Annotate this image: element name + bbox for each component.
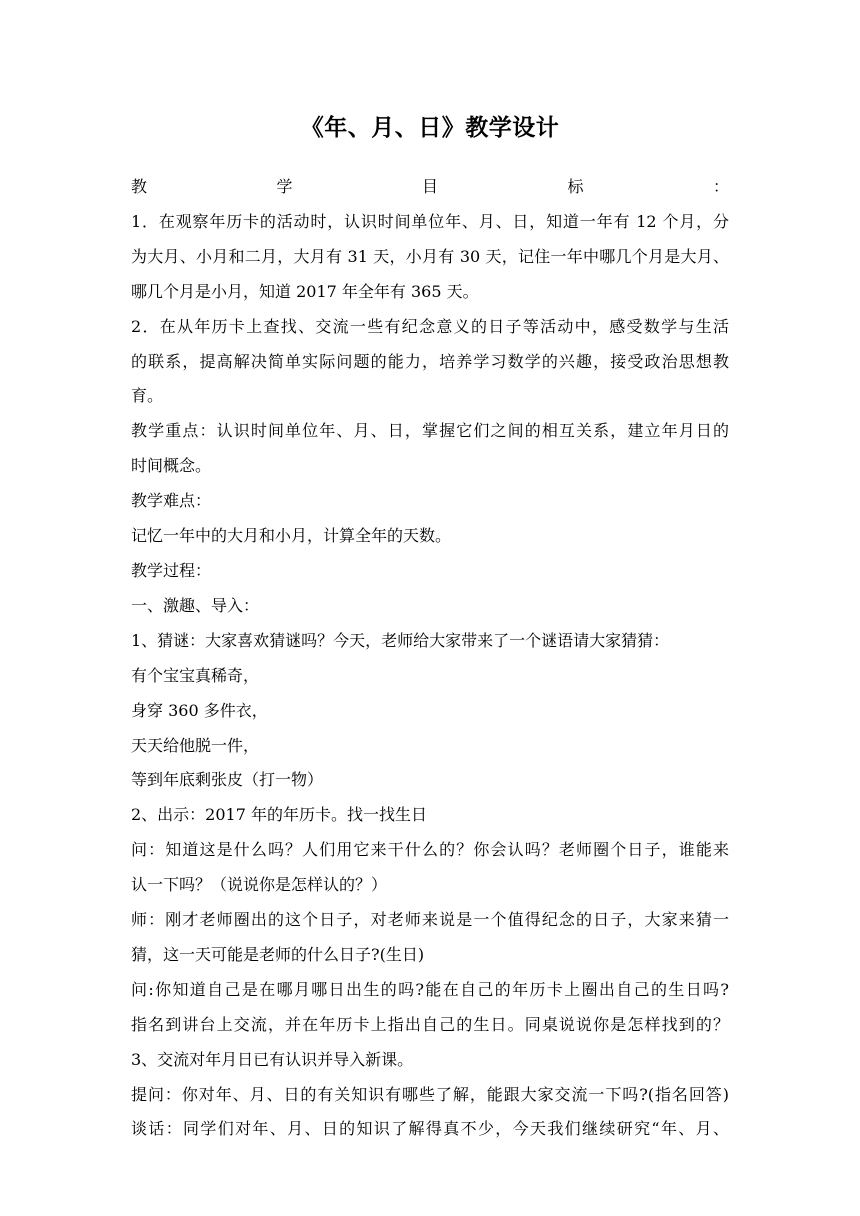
text-line: 指名到讲台上交流，并在年历卡上指出自己的生日。同桌说说你是怎样找到的？ (131, 1014, 729, 1034)
text-line: 哪几个月是小月，知道 2017 年全年有 365 天。 (131, 281, 479, 301)
text-line: 天天给他脱一件， (131, 735, 260, 755)
document-body (131, 170, 729, 1147)
text-line: 谈话：同学们对年、月、日的知识了解得真不少，今天我们继续研究“年、月、 (131, 1119, 729, 1139)
text-line: 师：刚才老师圈出的这个日子，对老师来说是一个值得纪念的日子，大家来猜一 (131, 910, 729, 930)
text-line: 记忆一年中的大月和小月，计算全年的天数。 (131, 526, 452, 546)
text-line: 猜，这一天可能是老师的什么日子?(生日) (131, 944, 425, 964)
text-line: 问：知道这是什么吗？人们用它来干什么的？你会认吗？老师圈个日子，谁能来 (131, 840, 729, 860)
text-line: 认一下吗？（说说你是怎样认的？） (131, 875, 388, 895)
text-line: 身穿 360 多件衣， (131, 700, 268, 720)
text-line: 教学过程： (131, 560, 212, 580)
text-line: 为大月、小月和二月，大月有 31 天，小月有 30 天，记住一年中哪几个月是大月、 (131, 246, 729, 266)
text-line: 问:你知道自己是在哪月哪日出生的吗?能在自己的年历卡上圈出自己的生日吗? (131, 979, 729, 999)
text-line: 1、猜谜：大家喜欢猜谜吗？今天，老师给大家带来了一个谜语请大家猜猜： (131, 630, 670, 650)
text-line: 3、交流对年月日已有认识并导入新课。 (131, 1049, 414, 1069)
text-line: 育。 (131, 386, 164, 406)
document-title: 《年、月、日》教学设计 (300, 115, 560, 141)
text-line: 2、出示：2017 年的年历卡。找一找生日 (131, 805, 427, 825)
text-line: 2．在从年历卡上查找、交流一些有纪念意义的日子等活动中，感受数学与生活 (131, 316, 729, 336)
text-line: 一、激趣、导入： (131, 595, 260, 615)
text-line: 等到年底剩张皮（打一物） (131, 770, 324, 790)
text-line: 有个宝宝真稀奇， (131, 665, 260, 685)
text-line: 教学难点： (131, 491, 212, 511)
text-line: 教学重点：认识时间单位年、月、日，掌握它们之间的相互关系，建立年月日的 (131, 421, 729, 441)
text-line: 1．在观察年历卡的活动时，认识时间单位年、月、日，知道一年有 12 个月，分 (131, 211, 729, 231)
text-line: 教学目标： (131, 177, 729, 196)
text-line: 时间概念。 (131, 456, 212, 476)
text-line: 的联系，提高解决简单实际问题的能力，培养学习数学的兴趣，接受政治思想教 (131, 351, 729, 371)
text-line: 提问：你对年、月、日的有关知识有哪些了解，能跟大家交流一下吗?(指名回答) (131, 1084, 729, 1104)
